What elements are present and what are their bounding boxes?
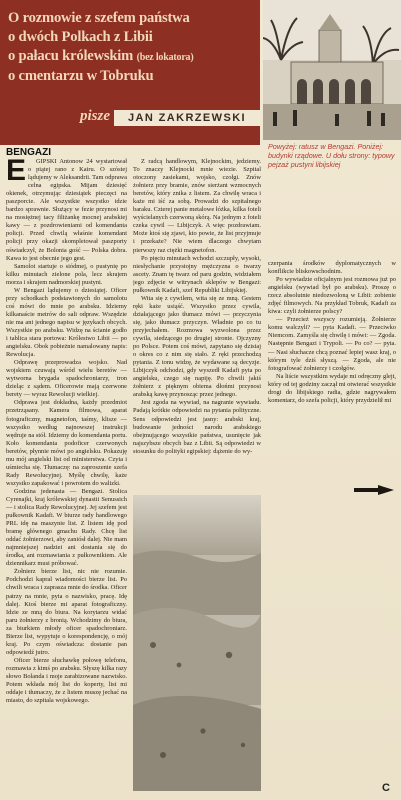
- drop-cap: E: [6, 158, 27, 187]
- article-paragraph: Odprawa jest dokładna, każdy przedmiot przetrząsany. Kamera filmowa, aparat fotograficzny, magnetofon, taśmy, klisze — wszystko według najnowszej instrukcji wędruje na stół. Idziemy do komendanta portu. Koło komendanta podoficer czerwonych beretów, płynnie mówi po angielsku. Pokazuję mu mój angielski list od ministerstwa. Czyta i uśmiecha się. Tłumaczę: na zaproszenie szefa Rady Rewolucyjnej. Myślę chwilę, każe wszystko zapakować i powrotem do walizki.: [6, 399, 127, 487]
- headline-line-1: O rozmowie z szefem państwa: [8, 10, 190, 26]
- headline-line-4: o cmentarzu w Tobruku: [8, 68, 154, 84]
- article-paragraph: Po pięciu minutach wchodzi szczupły, wysoki, niesłychanie przystojny mężczyzna o twarzy ascety. Znam tę twarz od paru godzin, widziałem jego zdjęcie w witrynach sklepów w Bengazi: pułkownik Kadafi, szef Republiki Libijskiej.: [133, 254, 261, 294]
- headline-block: [0, 0, 260, 145]
- headline-note: (bez lokatora): [136, 52, 194, 63]
- article-paragraph: W Bengazi lądujemy o dziesiątej. Oficer przy schodkach podstawionych do samolotu coś mówi do mnie po arabsku. Idziemy kilkanaście metrów do sali odpraw. Wszędzie nie ma ani jednego napisu w językach obcych. Wszystkie po arabsku. Widzę na ścianie godło i tablica stara portowa: Królestwo Libii — po angielsku. Obok pobieżnie namalowany napis: Rewolucja.: [6, 286, 127, 359]
- article-paragraph: Godzina jedenasta — Bengazi. Stolica Cyrenajki, kraj królewskiej dynastii Senussich — i stolica Rady Rewolucyjnej. Jej szefem jest pułkownik Kadafi. W biurze rady handlowego PRL idę na maszynie list. Z listem idę pod bramę głównego gmachu Rady. Chcę list oddać żołnierzowi, aby zaniósł dalej. Nie mam najmniejszej nadziei ani dostania się do środka, ani rozmawiania z pułkownikiem. Ale dziennikarz musi próbować.: [6, 487, 127, 568]
- desert-landscape-photo: [133, 495, 261, 791]
- article-column-1: [6, 158, 127, 791]
- desert-illustration: [133, 495, 261, 791]
- article-paragraph: Samolot startuje o siódmej, o pustynię po kilku minutach zielone pola, lecz skrajem morza i skrajem nadmorskiej pustyni.: [6, 262, 127, 286]
- article-paragraph: Jest zgoda na wywiad, na nagranie wywiadu. Padają krótkie odpowiedzi na pytania polityczne. Sens odpowiedzi jest jasny: arabski kraj, budowanie jedności narodu arabskiego obejmującego wszystkie państwa, usunięcie jak najszybsze obcych baz z Libii. Są odpowiedzi w stosunku do polityki egipskiej: dążenie do wy-: [133, 399, 261, 455]
- headline: [8, 9, 256, 86]
- photo-caption: Powyżej: ratusz w Bengazi. Poniżej: budynki rządowe. U dołu strony: typowy pejzaż pustyni libijskiej: [268, 142, 395, 169]
- article-column-3: [268, 260, 396, 790]
- page-number: C: [382, 782, 390, 794]
- article-paragraph: Po wywiadzie oficjalnym jest rozmowa już po angielsku (wywiad był po arabsku). Proszę o rzecz absolutnie niedozwoloną w Libii: zobienie zdjęć filmowych. Na przykład Tobruk, Kadafi za kiwa: czyli żołnierze polscy?: [268, 276, 396, 316]
- article-paragraph: Wita się z cywilem, wita się ze mną. Gestem ręki każe usiąść. Wszystko przez cywila, działającego jako tłumacz mówi — przyczynia się, jako tłumacz przyczyn. Władnie po co tu przyjechałem. Rozmowa wyzwolona przez cywila, siedzącego po drugiej stronie. Ojczyzny po Polsce. Potem coś mówi, zapytano się dzisiaj o okres co z nim się stało. Z ręki przechodzą pytania. Z tonu widzę, że wydawane są decyzje. Libijczyk odchodzi, gdy wyszedł Kadafi pyta po angielsku, czego się napiję. Po chwili jakiś żołnierz z pięknym obiema dłońmi przynosi arabską kawę przynosząc przez jednego.: [133, 294, 261, 399]
- article-paragraph: E GIPSKI Antonow 24 wystartował o piątej rano z Kairu. O szóstej lądujemy w Aleksandrii. Tam odprawa celna egipska. Mijam dziesięć okienek, otrzymując dziesiątek pieczęci na paszporcie. Ale wszystkie wszystko idzie bardzo sprawnie. Służący w fezie przynosi mi na mosiężnej tacy filiżankę mocnej arabskiej kawy — z pozdrowieniami od komendanta policji. Przed chwilą właśnie komendant policji przy okazji skompletował paszporty oświadczył, że Bolonia gość — Polska dobra. Kawa to jest obecnie jego gest.: [6, 158, 127, 262]
- article-paragraph: Odprawę przeprowadza wojsko. Nad wojskiem czuwają wśród wielu beretów — wytworna brygada spadochroniarzy, tron dzieląc z sądem. Oficerowie mają czerwone berety — wyraz Rewolucji wielkiej.: [6, 359, 127, 399]
- article-paragraph: Z radcą handlowym, Klejnockim, jedziemy. To znaczy Klejnocki mnie wiezie. Szpital otoczony zasiekami, wojsko, czołgi. Znów żołnierz przy bramie, znów sierżant wzmocnych beretów, który znika z listem. Za chwilę wraca i każe mi iść za sobą. Prowadzi do szpitalnego baraku. Czterej panie metalowe łóżka, kilka foteli wyścielanych czerwoną skórą. Na jednym z foteli czeka cywil — Libijczyk. A więc pozdrawiam. Może ktoś się zjawi, kto powie, że list przyjmuje i przekaże? Nie wiem dlaczego chwytam pierwszy raz ciężki magnetofon.: [133, 158, 261, 254]
- byline: [0, 108, 260, 124]
- byline-prefix: pisze: [80, 108, 110, 124]
- headline-line-2: o dwóch Polkach z Libii: [8, 29, 153, 45]
- town-hall-photo: [263, 0, 401, 210]
- article-paragraph: Na liście wszystkim wydaje mi odręczny glejt, który od tej godziny zaczął mi otwierać wszystkie drogi do libijskiego radia, gdzie nagrywałem komentarz, do szefa policji, który przydzielił mi: [268, 372, 396, 404]
- article-paragraph: Oficer bierze słuchawkę połowę telefonu, rozmawia z kimś po arabsku. Słyszę kilka razy słowo Bolanda i moje zarabizowane nazwisko. Potem wkłada mój list do koperty, list mi oddaje i tłumaczy, że z listem muszę jechać na miasto, do szpitala wojskowego.: [6, 656, 127, 705]
- article-paragraph: czerpania środków dyplomatycznych w konflikcie bliskowschodnim.: [268, 260, 396, 276]
- article-paragraph: — Przecież wszyscy rozumieją. Żołnierze komu walczyli? — pyta Kadafi. — Przeciwko Niemcom. Zamyśla się chwilę i mówi: — Zgoda. Następnie Bengazi i Trypoli. — Po co? — pyta. — Nasi słuchacze chcą poznać lepiej wasz kraj, o którym tyle dziś słyszą. — Zgoda, ale nie fotografować żołnierzy i czołgów.: [268, 316, 396, 372]
- article-paragraph: Żołnierz bierze list, nic nie rozumie. Podchodzi kapral wiadomości bierze list. Po chwili wraca i zaprasza mnie do środka. Oficer patrzy na mnie, pyta o nazwisko, pracę. Idę dalej. Ktoś bierze mi aparat fotograficzny. Idzie ze mną do biura. Na korytarzu widać paru żołnierzy z bronią. Wchodzimy do biura, za biurkiem młody oficer spadochroniarz. Bierze list, wypytuje o korespondencję, o mój kraj. Po czym oświadcza: dostanie pan odpowiedź jutro.: [6, 568, 127, 656]
- town-hall-illustration: [263, 0, 401, 140]
- article-column-2: [133, 158, 261, 490]
- headline-line-3: o pałacu królewskim: [8, 48, 134, 64]
- dateline: BENGAZI: [6, 147, 51, 158]
- author-name: JAN ZAKRZEWSKI: [114, 110, 260, 126]
